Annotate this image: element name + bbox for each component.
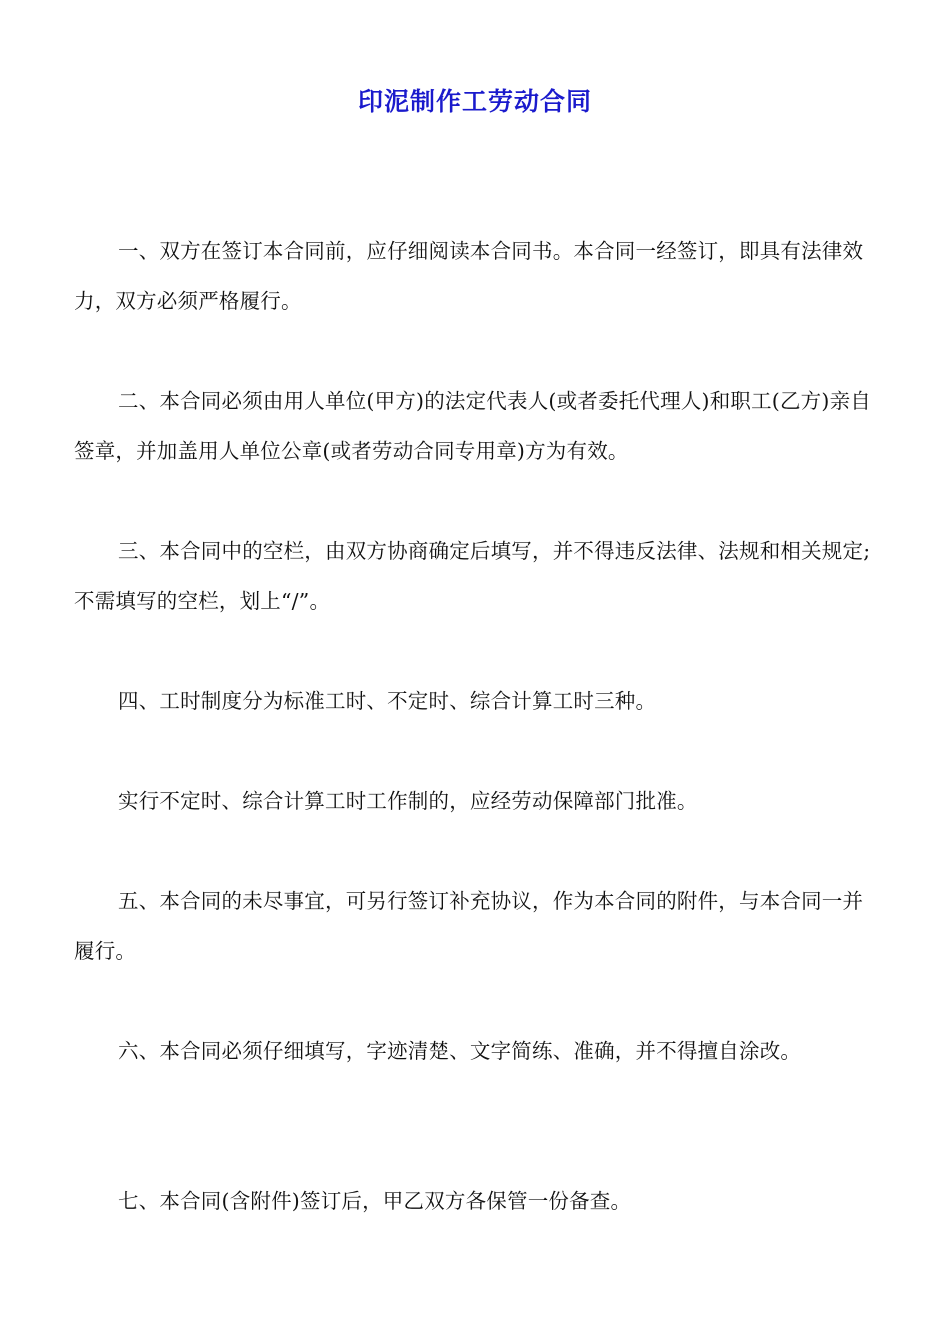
clause-4-note: 实行不定时、综合计算工时工作制的，应经劳动保障部门批准。 — [118, 789, 698, 813]
clause-2: 二、本合同必须由用人单位(甲方)的法定代表人(或者委托代理人)和职工(乙方)亲自签章，并加盖用人单位公章(或者劳动合同专用章)方为有效。 — [74, 389, 871, 463]
document-title: 印泥制作工劳动合同 — [357, 87, 592, 116]
clause-7: 七、本合同(含附件)签订后，甲乙双方各保管一份备查。 — [118, 1189, 632, 1213]
clause-1: 一、双方在签订本合同前，应仔细阅读本合同书。本合同一经签订，即具有法律效力，双方必须严格履行。 — [74, 239, 864, 313]
clause-5: 五、本合同的未尽事宜，可另行签订补充协议，作为本合同的附件，与本合同一并履行。 — [74, 889, 864, 963]
clause-6: 六、本合同必须仔细填写，字迹清楚、文字简练、准确，并不得擅自涂改。 — [118, 1039, 802, 1063]
clause-3: 三、本合同中的空栏，由双方协商确定后填写，并不得违反法律、法规和相关规定;不需填写的空栏，划上“/”。 — [74, 539, 871, 613]
clause-4: 四、工时制度分为标准工时、不定时、综合计算工时三种。 — [118, 689, 657, 713]
